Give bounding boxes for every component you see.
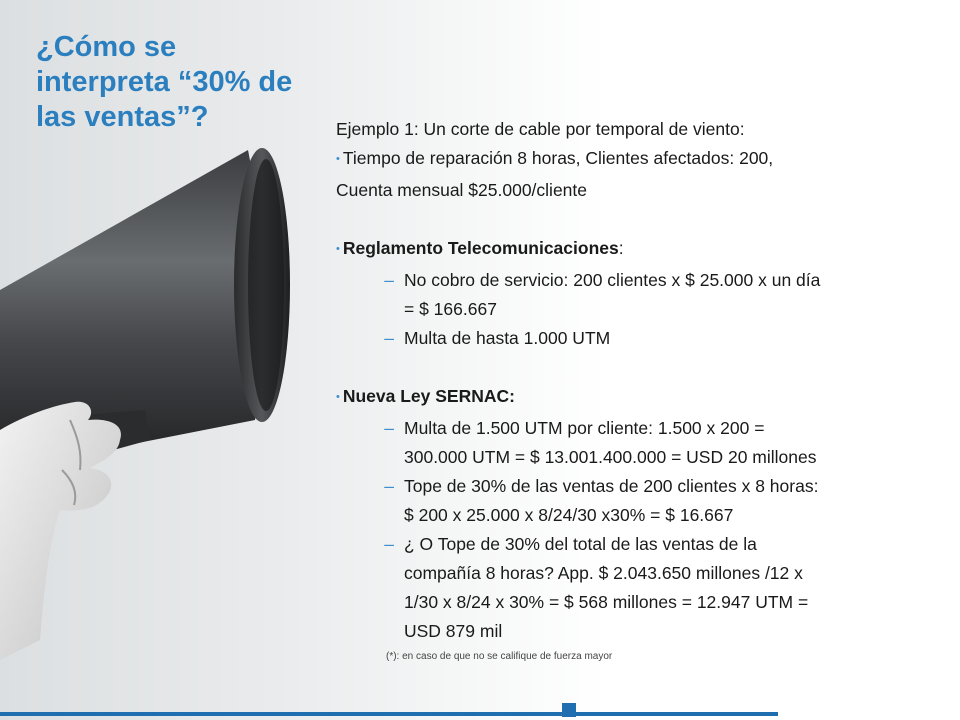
list-item: – ¿ O Tope de 30% del total de las ventas de la compañía 8 horas? App. $ 2.043.650 millones /12 x 1/30 x 8/24 x 30% = $ 568 millones = 12.947 UTM = USD 879 mil — [336, 530, 936, 646]
sernac-label: Nueva Ley SERNAC: — [342, 386, 515, 406]
page-title: ¿Cómo se interpreta “30% de las ventas”? — [36, 31, 293, 133]
bullet-icon: • — [336, 243, 340, 255]
dash-icon: – — [384, 534, 394, 554]
list-item: – Tope de 30% de las ventas de 200 clientes x 8 horas: $ 200 x 25.000 x 8/24/30 x30% = $ 16.667 — [336, 472, 936, 530]
dash-icon: – — [384, 328, 394, 348]
bullet-icon: • — [336, 391, 340, 403]
example-bullet-text: Tiempo de reparación 8 horas, Clientes afectados: 200, — [342, 148, 774, 168]
example-bullet-continuation: Cuenta mensual $25.000/cliente — [336, 180, 588, 200]
dash-icon: – — [384, 476, 394, 496]
reglamento-heading: • Reglamento Telecomunicaciones: — [336, 238, 624, 258]
list-item: – No cobro de servicio: 200 clientes x $ 25.000 x un día = $ 166.667 — [336, 266, 936, 324]
list-item: – Multa de hasta 1.000 UTM — [336, 324, 936, 353]
slide-body — [336, 115, 936, 674]
example-heading: Ejemplo 1: Un corte de cable por temporal de viento: — [336, 119, 745, 139]
example-bullet — [336, 144, 936, 176]
sernac-heading — [336, 382, 936, 414]
bullet-icon: • — [336, 153, 340, 165]
footnote: (*): en caso de que no se califique de fuerza mayor — [386, 651, 613, 662]
dash-icon: – — [384, 270, 394, 290]
dash-icon: – — [384, 418, 394, 438]
reglamento-label: Reglamento Telecomunicaciones — [342, 238, 619, 258]
footer-bar — [0, 712, 778, 716]
list-item: – Multa de 1.500 UTM por cliente: 1.500 x 200 = 300.000 UTM = $ 13.001.400.000 = USD 20 millones — [336, 414, 936, 472]
footer-square — [562, 703, 576, 717]
